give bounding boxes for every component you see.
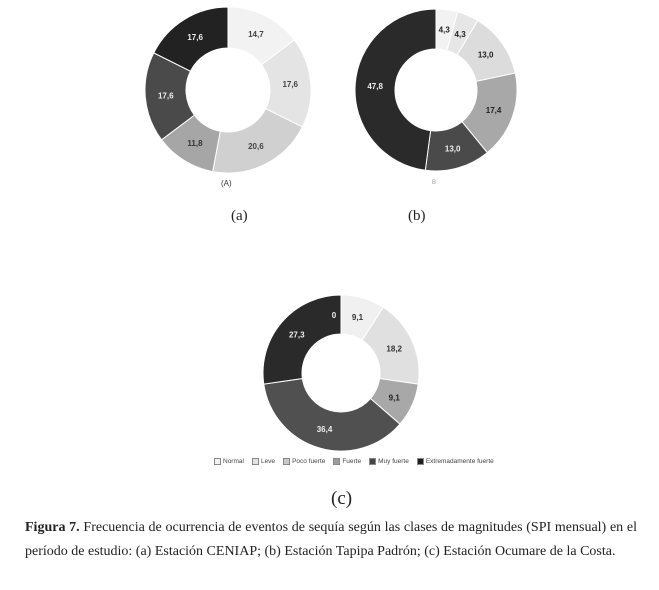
slice-value-label: 9,1 [388,393,400,403]
legend-label: Muy fuerte [378,458,409,465]
legend-swatch [252,458,259,465]
slice-value-label: 0 [331,310,337,320]
legend-label: Leve [260,458,276,465]
legend-item [252,458,275,465]
slice-value-label: 17,6 [282,80,299,90]
legend-label: Fuerte [342,458,362,465]
slice-value-label: 9,1 [351,312,364,322]
slice-value-label: 36,4 [316,425,333,435]
slice-value-label: 17,4 [485,106,502,116]
chart-b-sublabel: B [432,180,437,186]
legend-swatch [417,458,424,465]
chart-a-sublabel: (A) [221,179,232,188]
chart-legend [214,458,494,465]
legend-swatch [369,458,376,465]
slice-value-label: 4,3 [454,29,466,39]
caption-text: Frecuencia de ocurrencia de eventos de sequía según las clases de magnitudes (SPI mensual) en el período de estudio: (a) Estación CENIAP; (b) Estación Tapipa Padrón; (c) Estación Ocumare de la Costa. [25,520,637,559]
caption-title: Figura 7. [25,520,80,535]
legend-label: Extremadamente fuerte [425,458,494,465]
legend-swatch [283,458,290,465]
slice-value-label: 11,8 [187,139,203,149]
slice-value-label: 17,6 [157,91,174,101]
legend-item [333,458,361,465]
donut-chart-c [259,294,423,452]
legend-swatch [333,458,340,465]
panel-label-a: (a) [231,208,248,224]
legend-item [417,458,494,465]
donut-chart-a [144,6,312,174]
figure-caption [25,516,637,564]
panel-label-b: (b) [408,208,426,224]
legend-item [214,458,244,465]
legend-label: Normal [223,458,244,465]
slice-value-label: 13,0 [477,50,494,60]
panel-label-c: (c) [331,488,353,509]
slice-value-label: 18,2 [386,344,403,354]
slice-value-label: 14,7 [248,30,264,40]
slice-value-label: 27,3 [288,330,305,340]
slice-value-label: 20,6 [248,141,264,151]
legend-item [283,458,325,465]
slice-value-label: 17,6 [187,32,203,42]
legend-label: Poco fuerte [292,458,326,465]
slice-value-label: 13,0 [444,144,461,154]
slice-value-label: 47,8 [367,81,383,91]
legend-item [369,458,409,465]
slice-value-label: 4,3 [438,25,450,35]
legend-swatch [214,458,221,465]
donut-chart-b [354,8,518,172]
